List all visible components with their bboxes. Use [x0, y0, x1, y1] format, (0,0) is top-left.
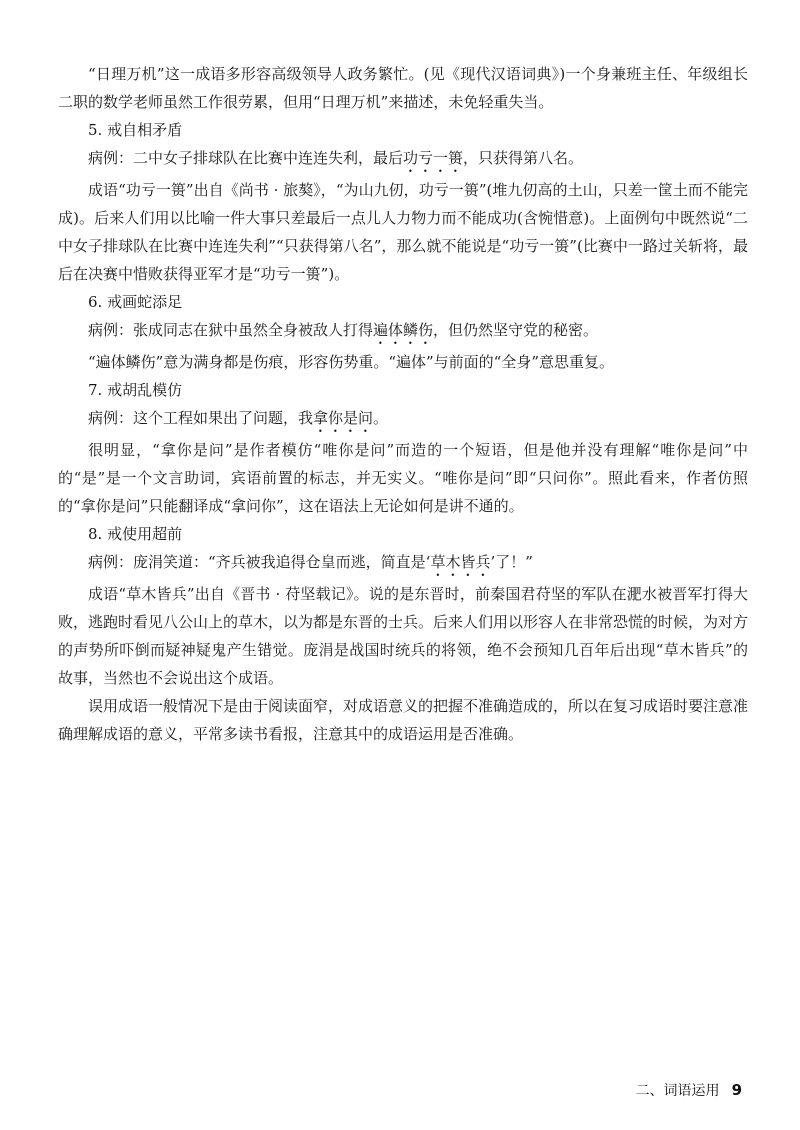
heading-5: 5. 戒自相矛盾 [88, 121, 183, 139]
example-8: 病例：庞涓笑道：“齐兵被我追得仓皇而逃，简直是‘草木皆兵’了！” [88, 553, 533, 571]
example-5: 病例：二中女子排球队在比赛中连连失利，最后功亏一篑，只获得第八名。 [88, 149, 584, 167]
heading-6: 6. 戒画蛇添足 [88, 293, 183, 311]
page-number: 9 [731, 1081, 742, 1099]
document-body [58, 60, 748, 748]
example-6: 病例：张成同志在狱中虽然全身被敌人打得遍体鳞伤，但仍然坚守党的秘密。 [88, 321, 599, 339]
explanation-7: 很明显，“拿你是问”是作者模仿“唯你是问”而造的一个短语，但是他并没有理解“唯你是问”中的“是”是一个文言助词，宾语前置的标志，并无实义。“唯你是问”即“只问你”。照此看来，作者仿照的“拿你是问”只能翻译成“拿问你”，这在语法上无论如何是讲不通的。 [58, 441, 748, 515]
page-footer [636, 1080, 742, 1100]
heading-7: 7. 戒胡乱模仿 [88, 381, 183, 399]
explanation-8: 成语“草木皆兵”出自《晋书 · 苻坚载记》。说的是东晋时，前秦国君苻坚的军队在淝水被晋军打得大败，逃跑时看见八公山上的草木，以为都是东晋的士兵。后来人们用以形容人在非常恐慌的时候，为对方的声势所吓倒而疑神疑鬼产生错觉。庞涓是战国时统兵的将领，绝不会预知几百年后出现“草木皆兵”的故事，当然也不会说出这个成语。 [58, 585, 749, 687]
section-title: 二、词语运用 [635, 1083, 720, 1099]
emphasis-idiom: 功亏一篑 [403, 149, 464, 167]
example-7: 病例：这个工程如果出了问题，我拿你是问。 [88, 409, 389, 427]
emphasis-idiom: 草木皆兵 [430, 553, 491, 571]
paragraph-intro: “日理万机”这一成语多形容高级领导人政务繁忙。(见《现代汉语词典》)一个身兼班主任、年级组长二职的数学老师虽然工作很劳累，但用“日理万机”来描述，未免轻重失当。 [58, 65, 748, 111]
explanation-6: “遍体鳞伤”意为满身都是伤痕，形容伤势重。“遍体”与前面的“全身”意思重复。 [88, 353, 615, 371]
emphasis-idiom: 遍体鳞伤 [373, 321, 434, 339]
explanation-5: 成语“功亏一篑”出自《尚书 · 旅獒》，“为山九仞，功亏一篑”(堆九仞高的土山，只差一筐土而不能完成)。后来人们用以比喻一件大事只差最后一点儿人力物力而不能成功(含惋惜意)。上面例句中既然说“二中女子排球队在比赛中连连失利”“只获得第八名”，那么就不能说是“功亏一篑”(比赛中一路过关斩将，最后在决赛中惜败获得亚军才是“功亏一篑”)。 [58, 181, 748, 283]
heading-8: 8. 戒使用超前 [88, 525, 183, 543]
emphasis-idiom: 拿你是问 [313, 409, 374, 427]
summary-paragraph: 误用成语一般情况下是由于阅读面窄，对成语意义的把握不准确造成的，所以在复习成语时要注意准确理解成语的意义，平常多读书看报，注意其中的成语运用是否准确。 [58, 697, 749, 743]
